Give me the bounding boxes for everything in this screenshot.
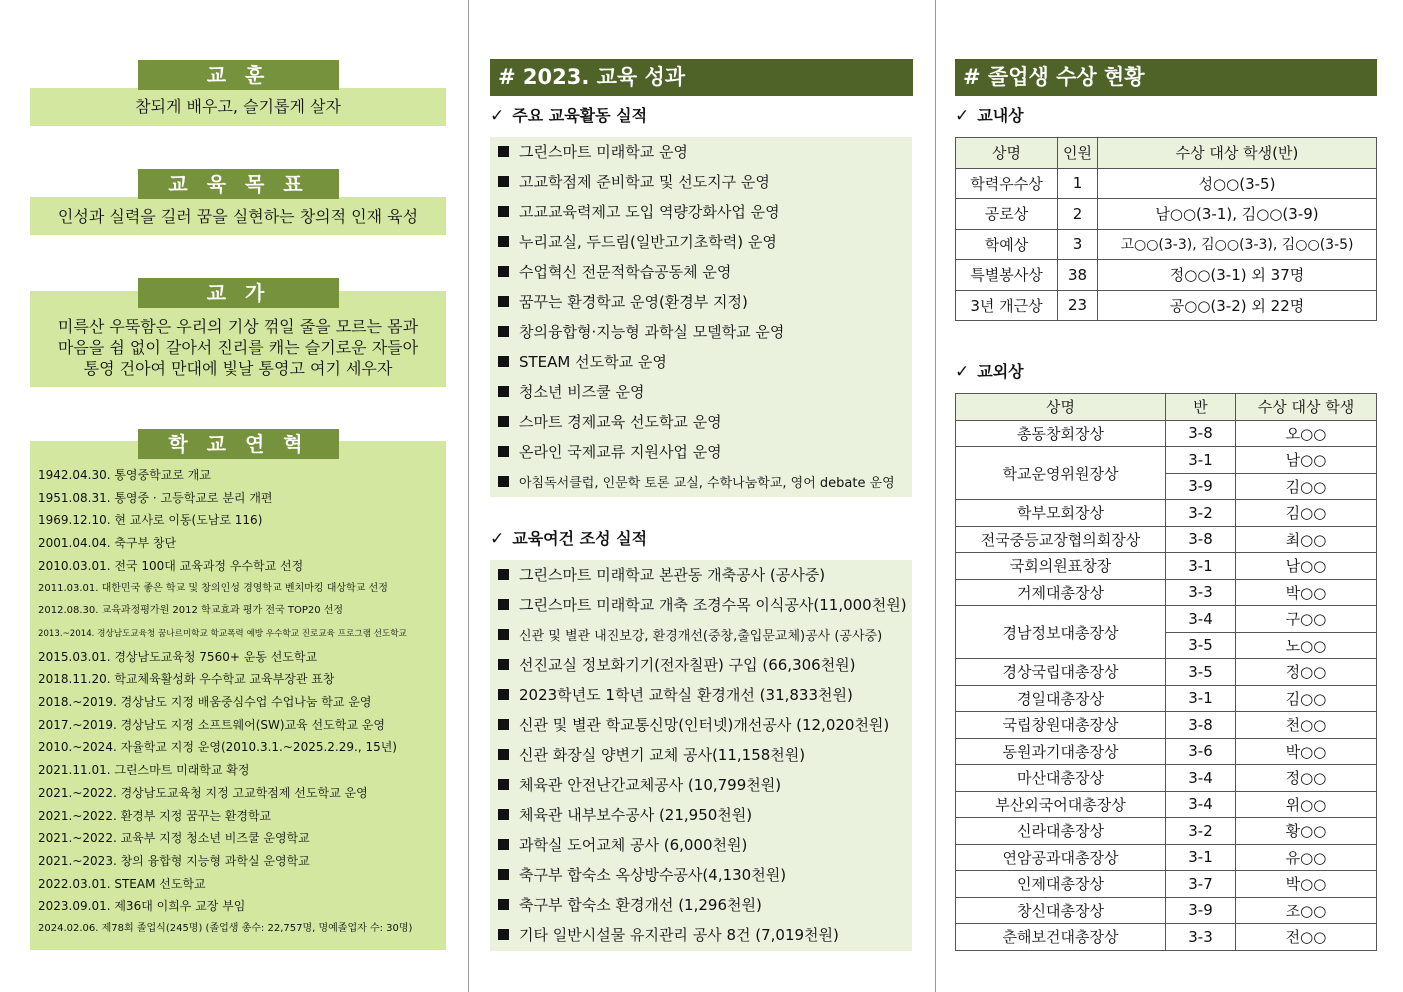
list-item: 신관 화장실 양변기 교체 공사(11,158천원)	[490, 740, 912, 770]
table-row: 창신대총장상 3-9 조○○	[956, 897, 1377, 924]
square-bullet-icon	[498, 176, 509, 187]
square-bullet-icon	[498, 599, 509, 610]
history-item: 2021.~2022. 경상남도교육청 지정 고교학점제 선도학교 운영	[38, 785, 368, 800]
history-item: 2017.~2019. 경상남도 지정 소프트웨어(SW)교육 선도학교 운영	[38, 717, 385, 732]
awards-header: # 졸업생 수상 현황	[955, 59, 1377, 96]
history-item: 2018.~2019. 경상남도 지정 배움중심수업 수업나눔 학교 운영	[38, 695, 372, 710]
list-item: 아침독서클럽, 인문학 토론 교실, 수학나눔학교, 영어 debate 운영	[490, 467, 912, 497]
history-item: 2010.03.01. 전국 100대 교육과정 우수학교 선정	[38, 558, 304, 573]
history-item: 1969.12.10. 현 교사로 이동(도남로 116)	[38, 513, 263, 528]
list-item: 누리교실, 두드림(일반고기초학력) 운영	[490, 227, 912, 257]
facilities-title	[490, 528, 647, 550]
table-row: 신라대총장상 3-2 황○○	[956, 818, 1377, 845]
table-row: 경일대총장상 3-1 김○○	[956, 685, 1377, 712]
column-divider-left	[468, 0, 469, 992]
list-item: 신관 및 별관 학교통신망(인터넷)개선공사 (12,020천원)	[490, 710, 912, 740]
list-item: 체육관 안전난간교체공사 (10,799천원)	[490, 770, 912, 800]
table-row: 3-9 김○○	[956, 473, 1377, 500]
history-item: 2022.03.01. STEAM 선도학교	[38, 876, 206, 891]
history-item: 2021.~2022. 교육부 지정 청소년 비즈쿨 운영학교	[38, 831, 310, 846]
table-row: 거제대총장상 3-3 박○○	[956, 579, 1377, 606]
history-item: 2001.04.04. 축구부 창단	[38, 536, 177, 551]
activities-title-text: 주요 교육활동 실적	[512, 106, 648, 125]
table-row: 학부모회장상 3-2 김○○	[956, 500, 1377, 527]
table-row: 마산대총장상 3-4 정○○	[956, 765, 1377, 792]
table-row: 동원과기대총장상 3-6 박○○	[956, 738, 1377, 765]
table-row: 3-5 노○○	[956, 632, 1377, 659]
list-item: STEAM 선도학교 운영	[490, 347, 912, 377]
list-item: 그린스마트 미래학교 운영	[490, 137, 912, 167]
list-item: 기타 일반시설물 유지관리 공사 8건 (7,019천원)	[490, 920, 912, 950]
list-item: 수업혁신 전문적학습공동체 운영	[490, 257, 912, 287]
square-bullet-icon	[498, 749, 509, 760]
list-item: 고교학점제 준비학교 및 선도지구 운영	[490, 167, 912, 197]
square-bullet-icon	[498, 356, 509, 367]
check-icon: ✓	[490, 529, 505, 549]
achievements-header: # 2023. 교육 성과	[490, 59, 913, 96]
table-row: 부산외국어대총장상 3-4 위○○	[956, 791, 1377, 818]
column-header: 인원	[1058, 138, 1098, 169]
history-item: 2013.~2014. 경상남도교육청 꿈나르미학교 학교폭력 예방 우수학교 진로교육 프로그램 선도학교	[38, 628, 407, 639]
history-title: 학 교 연 혁	[138, 429, 339, 459]
square-bullet-icon	[498, 386, 509, 397]
check-icon: ✓	[955, 106, 970, 126]
table-row: 인제대총장상 3-7 박○○	[956, 871, 1377, 898]
list-item: 축구부 합숙소 옥상방수공사(4,130천원)	[490, 860, 912, 890]
motto-title: 교 훈	[138, 60, 339, 90]
activities-list	[490, 137, 912, 497]
table-row: 춘해보건대총장상 3-3 전○○	[956, 924, 1377, 951]
history-item: 2010.~2024. 자율학교 지정 운영(2010.3.1.~2025.2.29., 15년)	[38, 740, 397, 755]
square-bullet-icon	[498, 296, 509, 307]
history-item: 2018.11.20. 학교체육활성화 우수학교 교육부장관 표창	[38, 672, 335, 687]
goal-text: 인성과 실력을 길러 꿈을 실현하는 창의적 인재 육성	[57, 207, 419, 226]
table-row: 경남정보대총장상 3-4 구○○	[956, 606, 1377, 633]
activities-title	[490, 105, 647, 127]
goal-title: 교 육 목 표	[138, 169, 339, 199]
history-item: 1942.04.30. 통영중학교로 개교	[38, 468, 211, 482]
square-bullet-icon	[498, 416, 509, 427]
table-row: 학교운영위원장상 3-1 남○○	[956, 447, 1377, 474]
table-header-row	[956, 138, 1377, 169]
external-awards-title-text: 교외상	[977, 362, 1024, 381]
list-item: 그린스마트 미래학교 본관동 개축공사 (공사중)	[490, 560, 912, 590]
list-item: 스마트 경제교육 선도학교 운영	[490, 407, 912, 437]
history-box	[30, 441, 446, 950]
table-row: 공로상 2 남○○(3-1), 김○○(3-9)	[956, 199, 1377, 230]
column-header: 수상 대상 학생	[1236, 394, 1377, 421]
list-item: 신관 및 별관 내진보강, 환경개선(중창,출입문교체)공사 (공사중)	[490, 620, 912, 650]
history-item: 2021.11.01. 그린스마트 미래학교 확정	[38, 763, 250, 778]
square-bullet-icon	[498, 146, 509, 157]
table-row: 전국중등교장협의회장상 3-8 최○○	[956, 526, 1377, 553]
square-bullet-icon	[498, 899, 509, 910]
history-item: 2021.~2022. 환경부 지정 꿈꾸는 환경학교	[38, 808, 272, 823]
list-item: 꿈꾸는 환경학교 운영(환경부 지정)	[490, 287, 912, 317]
list-item: 축구부 합숙소 환경개선 (1,296천원)	[490, 890, 912, 920]
history-item: 2023.09.01. 제36대 이희우 교장 부임	[38, 899, 246, 914]
table-row: 특별봉사상 38 정○○(3-1) 외 37명	[956, 260, 1377, 291]
square-bullet-icon	[498, 446, 509, 457]
table-row: 학력우수상 1 성○○(3-5)	[956, 168, 1377, 199]
square-bullet-icon	[498, 629, 509, 640]
list-item: 고교교육력제고 도입 역량강화사업 운영	[490, 197, 912, 227]
motto-text: 참되게 배우고, 슬기롭게 살자	[135, 97, 341, 116]
table-row: 국립창원대총장상 3-8 천○○	[956, 712, 1377, 739]
column-header: 수상 대상 학생(반)	[1098, 138, 1377, 169]
square-bullet-icon	[498, 839, 509, 850]
square-bullet-icon	[498, 476, 509, 487]
motto-box	[30, 88, 446, 126]
list-item: 온라인 국제교류 지원사업 운영	[490, 437, 912, 467]
square-bullet-icon	[498, 206, 509, 217]
square-bullet-icon	[498, 809, 509, 820]
square-bullet-icon	[498, 569, 509, 580]
external-awards-table	[955, 393, 1377, 951]
square-bullet-icon	[498, 659, 509, 670]
song-line: 마음을 쉼 없이 갈아서 진리를 캐는 슬기로운 자들아	[57, 338, 419, 357]
table-row: 총동창회장상 3-8 오○○	[956, 420, 1377, 447]
check-icon: ✓	[490, 106, 505, 126]
internal-awards-title-text: 교내상	[977, 106, 1024, 125]
square-bullet-icon	[498, 929, 509, 940]
list-item: 과학실 도어교체 공사 (6,000천원)	[490, 830, 912, 860]
history-item: 2024.02.06. 제78회 졸업식(245명) (졸업생 총수: 22,757명, 명예졸업자 수: 30명)	[38, 923, 413, 935]
square-bullet-icon	[498, 719, 509, 730]
column-header: 반	[1166, 394, 1236, 421]
list-item: 청소년 비즈쿨 운영	[490, 377, 912, 407]
list-item: 그린스마트 미래학교 개축 조경수목 이식공사(11,000천원)	[490, 590, 912, 620]
history-item: 2015.03.01. 경상남도교육청 7560+ 운동 선도학교	[38, 649, 318, 664]
square-bullet-icon	[498, 236, 509, 247]
list-item: 선진교실 정보화기기(전자칠판) 구입 (66,306천원)	[490, 650, 912, 680]
history-item: 2011.03.01. 대한민국 좋은 학교 및 창의인성 경영학교 벤치마킹 대상학교 선정	[38, 582, 388, 594]
list-item: 2023학년도 1학년 교학실 환경개선 (31,833천원)	[490, 680, 912, 710]
table-row: 3년 개근상 23 공○○(3-2) 외 22명	[956, 290, 1377, 321]
internal-awards-title	[955, 105, 1024, 127]
column-header: 상명	[956, 138, 1058, 169]
internal-awards-table	[955, 137, 1377, 321]
table-row: 연암공과대총장상 3-1 유○○	[956, 844, 1377, 871]
song-line: 미륵산 우뚝함은 우리의 기상 꺾일 줄을 모르는 몸과	[57, 317, 419, 336]
history-item: 2012.08.30. 교육과정평가원 2012 학교효과 평가 전국 TOP20 선정	[38, 605, 344, 617]
square-bullet-icon	[498, 689, 509, 700]
square-bullet-icon	[498, 266, 509, 277]
table-row: 국회의원표창장 3-1 남○○	[956, 553, 1377, 580]
table-row: 경상국립대총장상 3-5 정○○	[956, 659, 1377, 686]
history-item: 2021.~2023. 창의 융합형 지능형 과학실 운영학교	[38, 853, 310, 868]
song-line: 통영 건아여 만대에 빛날 통영고 여기 세우자	[83, 359, 393, 378]
facilities-title-text: 교육여건 조성 실적	[512, 529, 648, 548]
goal-box	[30, 197, 446, 235]
square-bullet-icon	[498, 779, 509, 790]
list-item: 체육관 내부보수공사 (21,950천원)	[490, 800, 912, 830]
facilities-list	[490, 560, 912, 951]
square-bullet-icon	[498, 869, 509, 880]
column-divider-right	[935, 0, 936, 992]
square-bullet-icon	[498, 326, 509, 337]
table-header-row	[956, 394, 1377, 421]
history-item: 1951.08.31. 통영중 · 고등학교로 분리 개편	[38, 490, 273, 505]
column-header: 상명	[956, 394, 1166, 421]
check-icon: ✓	[955, 362, 970, 382]
song-title: 교 가	[138, 278, 339, 308]
external-awards-title	[955, 361, 1024, 383]
table-row: 학예상 3 고○○(3-3), 김○○(3-3), 김○○(3-5)	[956, 229, 1377, 260]
list-item: 창의융합형·지능형 과학실 모델학교 운영	[490, 317, 912, 347]
